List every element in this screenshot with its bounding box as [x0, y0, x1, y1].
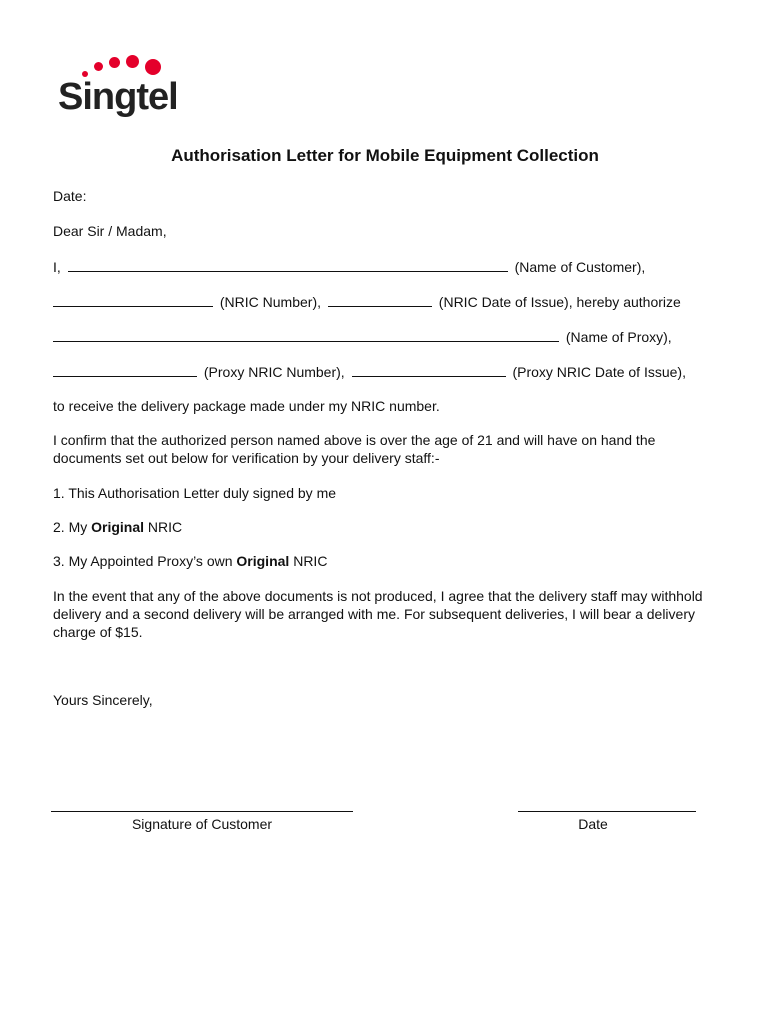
customer-suffix: (Name of Customer), [514, 259, 646, 275]
nric-date-label: (NRIC Date of Issue), hereby authorize [438, 294, 681, 310]
nric-number-label: (NRIC Number), [219, 294, 322, 310]
singtel-logo [54, 50, 194, 130]
item-text: 2. My [53, 519, 92, 535]
greeting: Dear Sir / Madam, [53, 223, 167, 239]
item-suffix: NRIC [289, 553, 328, 569]
date-label: Date: [53, 188, 87, 204]
event-paragraph: In the event that any of the above documents is not produced, I agree that the delivery staff may withhold delivery and a second delivery will be arranged with me. For subsequent deliveries, I will bear a delivery charge of $15. [53, 588, 703, 640]
receive-text: to receive the delivery package made under my NRIC number. [53, 398, 440, 414]
proxy-nric-line [53, 363, 686, 380]
proxy-name-label: (Name of Proxy), [565, 329, 672, 345]
closing: Yours Sincerely, [53, 692, 153, 708]
proxy-nric-number-field[interactable] [53, 363, 197, 377]
customer-prefix: I, [53, 259, 61, 275]
list-item-2 [53, 519, 182, 535]
item-text: 1. This Authorisation Letter duly signed by me [53, 485, 337, 501]
logo-dot [94, 62, 103, 71]
date-signature-line[interactable] [518, 811, 696, 812]
date-signature-label: Date [578, 816, 608, 832]
proxy-nric-date-label: (Proxy NRIC Date of Issue), [512, 364, 686, 380]
letter-title: Authorisation Letter for Mobile Equipment Collection [171, 146, 599, 165]
proxy-nric-date-field[interactable] [352, 363, 506, 377]
logo-dot [145, 59, 161, 75]
nric-date-field[interactable] [328, 293, 432, 307]
item-bold: Original [91, 519, 145, 535]
nric-number-field[interactable] [53, 293, 213, 307]
logo-dot [126, 55, 139, 68]
confirm-paragraph: I confirm that the authorized person named above is over the age of 21 and will have on hand the documents set out below for verification by your delivery staff:- [53, 432, 656, 466]
signature-label: Signature of Customer [131, 816, 273, 832]
proxy-line [53, 328, 672, 345]
item-suffix: NRIC [144, 519, 183, 535]
logo-wordmark: Singtel [58, 76, 178, 118]
customer-line [53, 258, 645, 275]
list-item-3 [53, 553, 327, 569]
proxy-nric-number-label: (Proxy NRIC Number), [203, 364, 345, 380]
proxy-name-field[interactable] [53, 328, 559, 342]
signature-line[interactable] [51, 811, 353, 812]
list-item-1 [53, 485, 336, 501]
item-bold: Original [236, 553, 290, 569]
nric-line [53, 293, 681, 310]
item-text: 3. My Appointed Proxy’s own [53, 553, 237, 569]
customer-name-field[interactable] [68, 258, 508, 272]
logo-dot [109, 57, 120, 68]
